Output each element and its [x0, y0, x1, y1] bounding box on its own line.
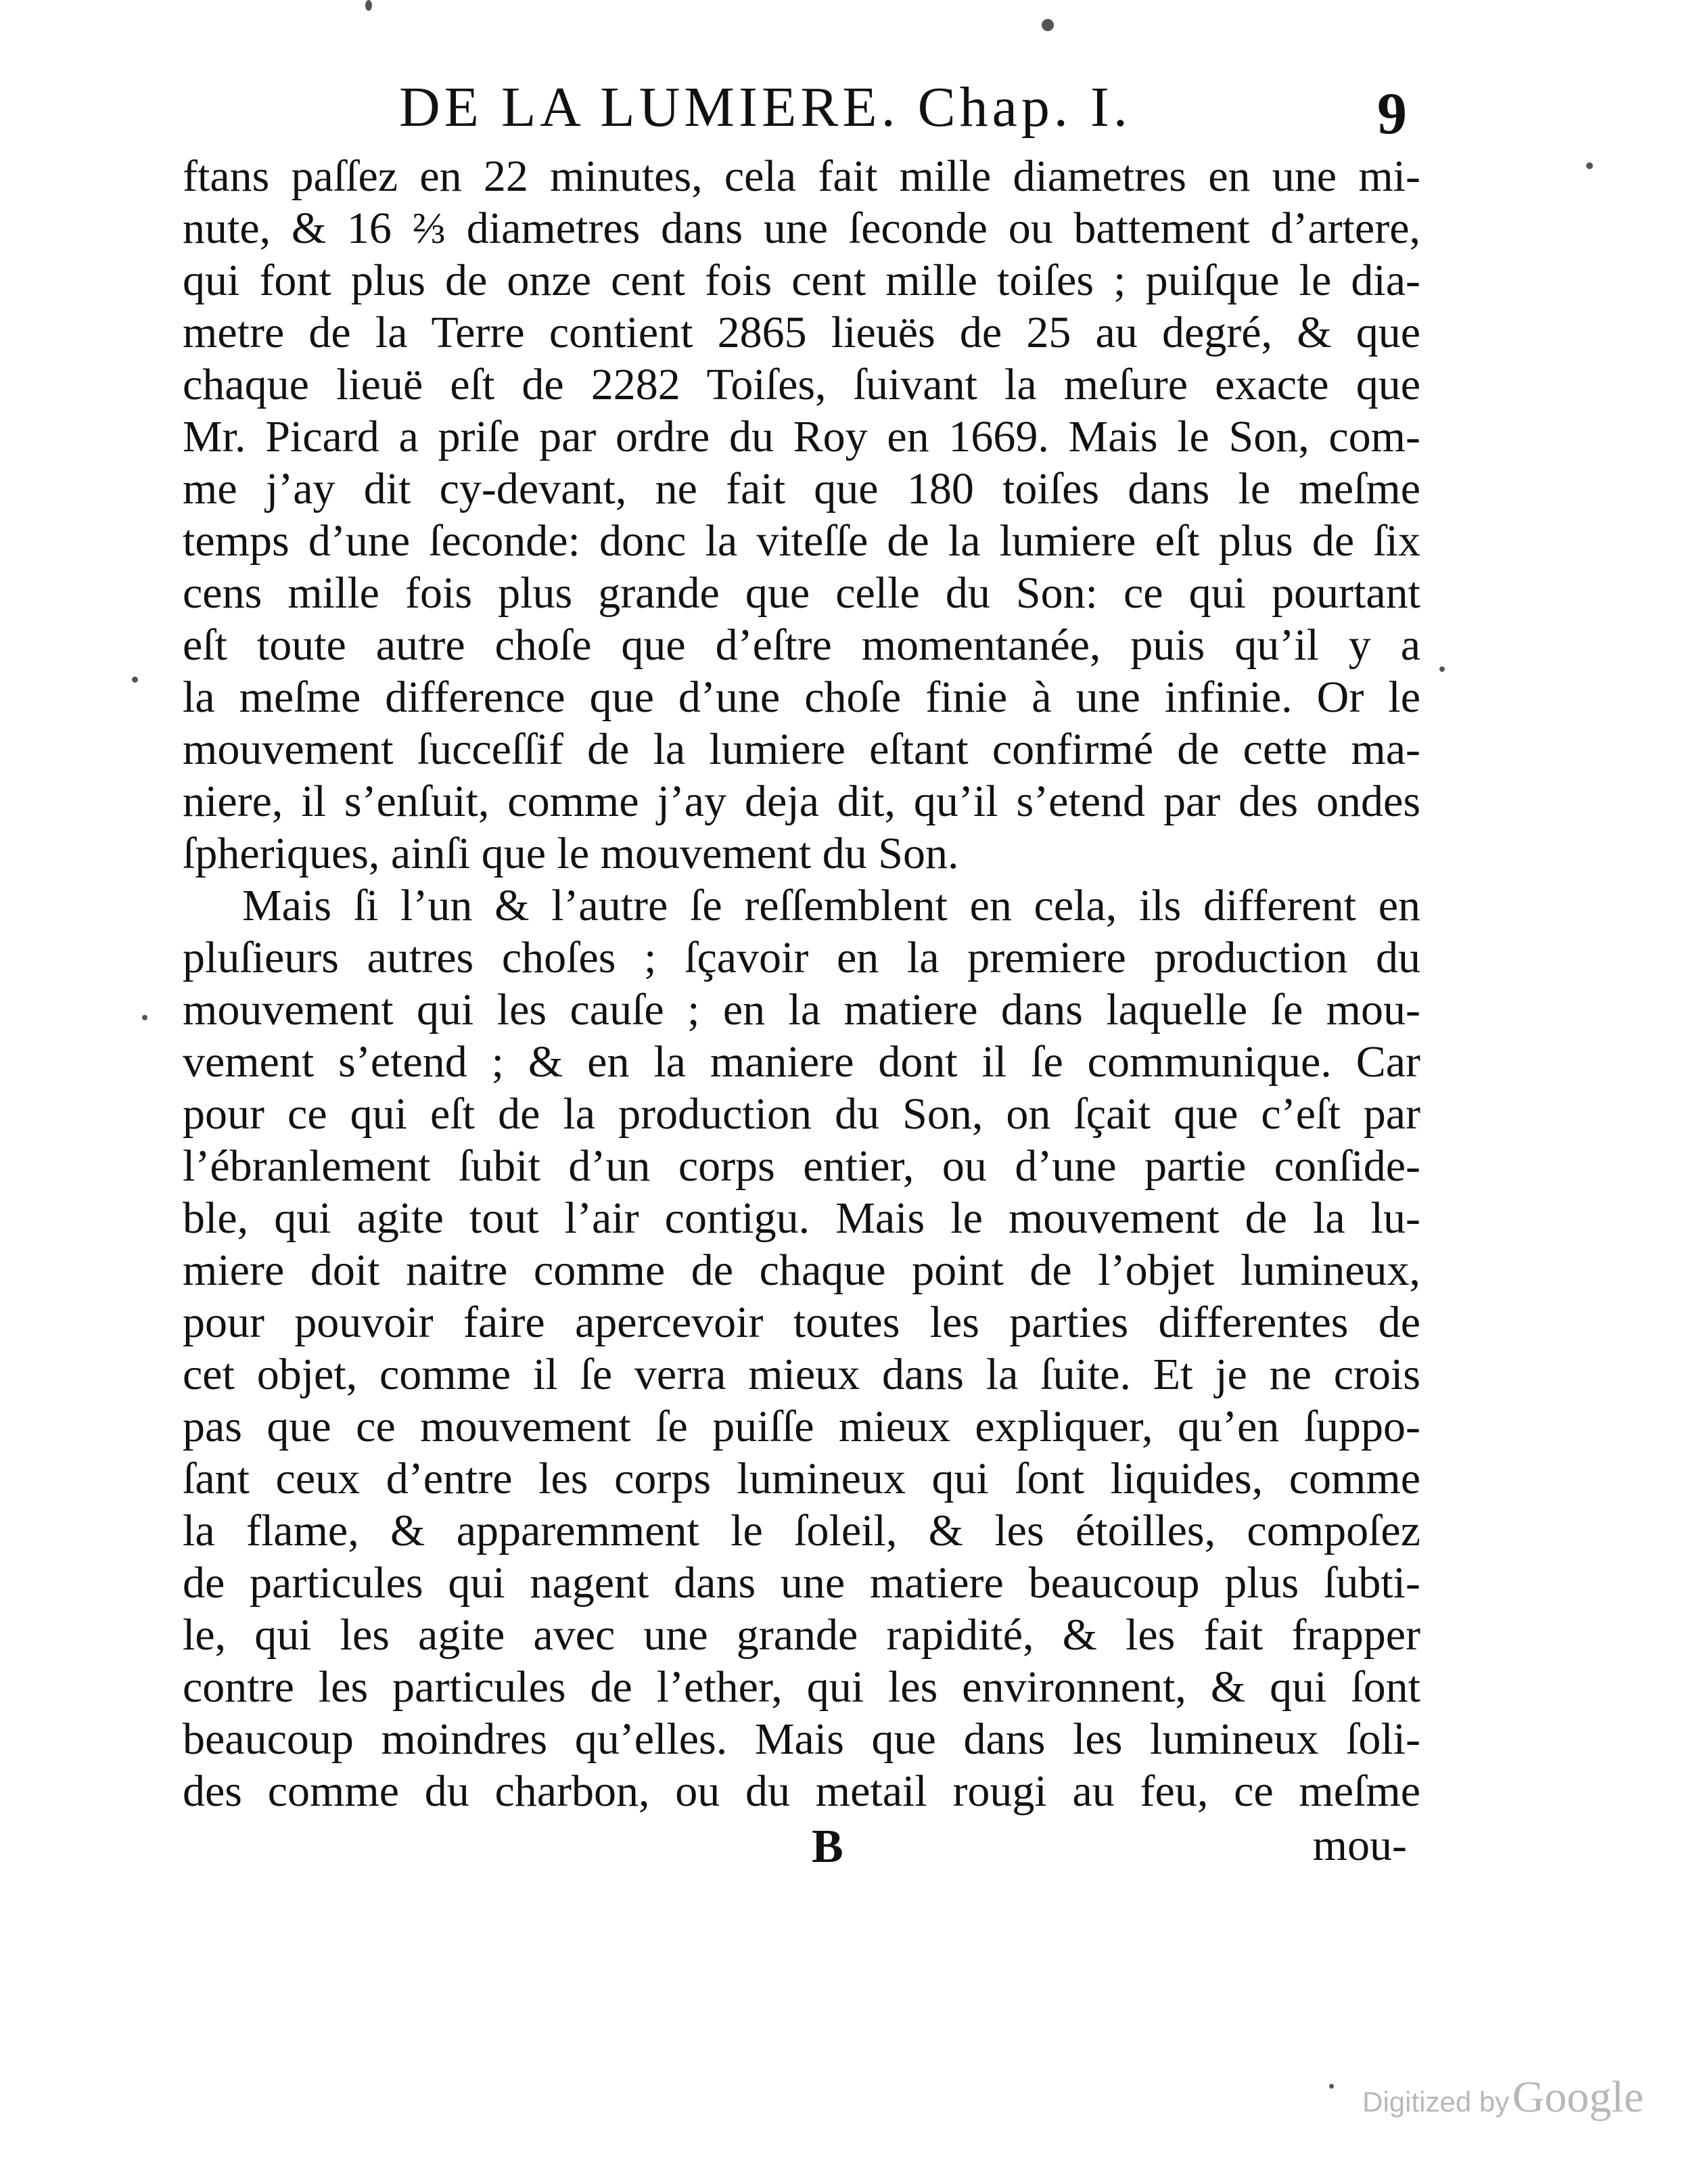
text-line: mouvement qui les cauſe ; en la matiere dans laquelle ſe mou-	[183, 985, 1420, 1034]
text-line: ſant ceux d’entre les corps lumineux qui ſont liquides, comme	[183, 1454, 1420, 1503]
paragraph-end-line: ſpheriques, ainſi que le mouvement du Son.	[183, 829, 959, 878]
text-line: beaucoup moindres qu’elles. Mais que dans les lumineux ſoli-	[183, 1714, 1420, 1764]
text-line: cens mille fois plus grande que celle du Son: ce qui pourtant	[183, 568, 1420, 618]
text-line: ftans paſſez en 22 minutes, cela fait mille diametres en une mi-	[183, 152, 1420, 201]
text-line: la meſme difference que d’une choſe finie à une infinie. Or le	[183, 673, 1420, 722]
print-speck	[1042, 19, 1054, 31]
text-line: miere doit naitre comme de chaque point de l’objet lumineux,	[183, 1246, 1420, 1295]
text-line: pas que ce mouvement ſe puiſſe mieux expliquer, qu’en ſuppo-	[183, 1402, 1420, 1451]
text-line: vement s’etend ; & en la maniere dont il ſe communique. Car	[183, 1037, 1420, 1087]
watermark-brand: Google	[1512, 2072, 1644, 2122]
print-speck	[365, 0, 372, 11]
watermark-prefix: Digitized by	[1362, 2086, 1510, 2118]
text-line: me j’ay dit cy-devant, ne fait que 180 toiſes dans le meſme	[183, 464, 1420, 514]
catchword: mou-	[1312, 1821, 1407, 1870]
text-line: le, qui les agite avec une grande rapidité, & les fait frapper	[183, 1610, 1420, 1660]
running-title: DE LA LUMIERE. Chap. I.	[399, 76, 1132, 139]
text-line: pluſieurs autres choſes ; ſçavoir en la premiere production du	[183, 933, 1420, 982]
digitization-watermark	[1362, 2072, 1644, 2123]
text-line: pour ce qui eſt de la production du Son, on ſçait que c’eſt par	[183, 1089, 1420, 1139]
print-speck	[142, 1015, 147, 1020]
page-header	[183, 74, 1420, 147]
print-speck	[1329, 2084, 1334, 2089]
text-line: de particules qui nagent dans une matiere beaucoup plus ſubti-	[183, 1558, 1420, 1608]
print-speck	[1586, 162, 1593, 169]
text-line: pour pouvoir faire apercevoir toutes les parties differentes de	[183, 1298, 1420, 1347]
text-line: nute, & 16 ⅔ diametres dans une ſeconde ou battement d’artere,	[183, 204, 1420, 253]
text-line: Mr. Picard a priſe par ordre du Roy en 1669. Mais le Son, com-	[183, 412, 1420, 461]
signature-mark: B	[812, 1821, 843, 1873]
text-line: metre de la Terre contient 2865 lieuës de 25 au degré, & que	[183, 308, 1420, 357]
text-line: chaque lieuë eſt de 2282 Toiſes, ſuivant la meſure exacte que	[183, 360, 1420, 409]
text-line: eſt toute autre choſe que d’eſtre momentanée, puis qu’il y a	[183, 620, 1420, 670]
text-line: la flame, & apparemment le ſoleil, & les étoilles, compoſez	[183, 1506, 1420, 1555]
text-line: mouvement ſucceſſif de la lumiere eſtant confirmé de cette ma-	[183, 725, 1420, 774]
print-speck	[1439, 666, 1445, 672]
paragraph-start-line: Mais ſi l’un & l’autre ſe reſſemblent en cela, ils different en	[242, 881, 1420, 930]
page-number: 9	[1377, 81, 1407, 147]
text-line: des comme du charbon, ou du metail rougi au feu, ce meſme	[183, 1767, 1420, 1816]
text-line: cet objet, comme il ſe verra mieux dans la ſuite. Et je ne crois	[183, 1350, 1420, 1399]
body-text	[183, 150, 1420, 1817]
text-line: l’ébranlement ſubit d’un corps entier, ou d’une partie conſide-	[183, 1141, 1420, 1191]
text-line: ble, qui agite tout l’air contigu. Mais le mouvement de la lu-	[183, 1193, 1420, 1243]
text-line: contre les particules de l’ether, qui les environnent, & qui ſont	[183, 1662, 1420, 1712]
text-line: qui font plus de onze cent fois cent mille toiſes ; puiſque le dia-	[183, 256, 1420, 305]
page-footer	[183, 1820, 1420, 1881]
text-line: niere, il s’enſuit, comme j’ay deja dit, qu’il s’etend par des ondes	[183, 777, 1420, 826]
print-speck	[132, 677, 138, 683]
text-line: temps d’une ſeconde: donc la viteſſe de la lumiere eſt plus de ſix	[183, 516, 1420, 566]
